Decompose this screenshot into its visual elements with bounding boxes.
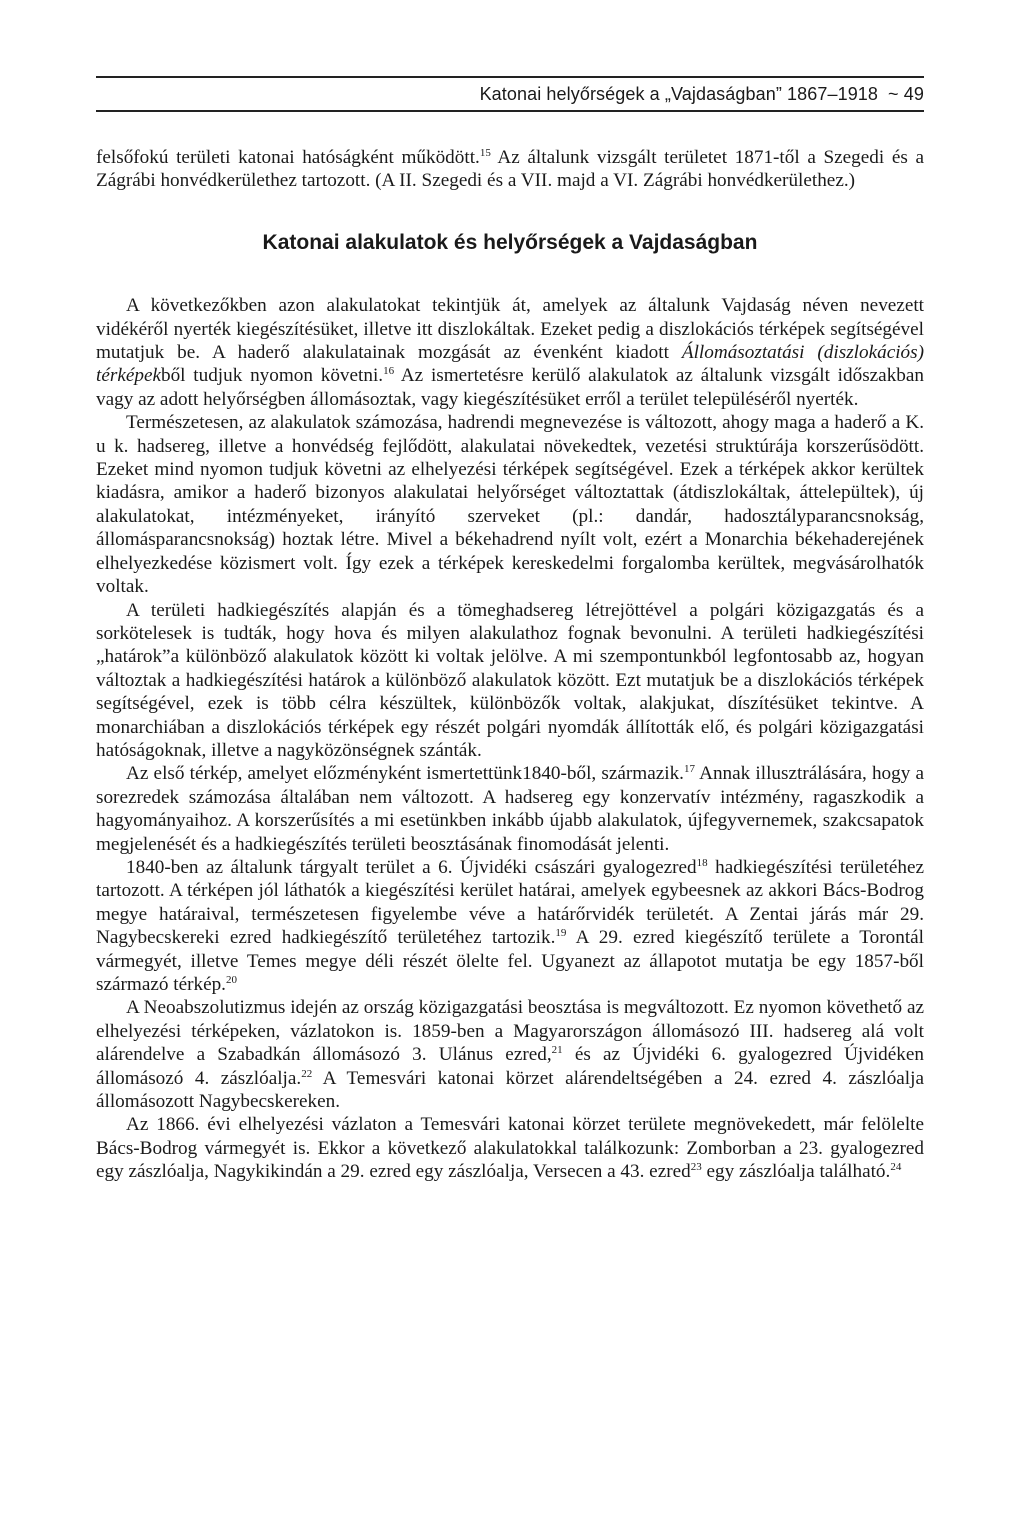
italic-title: Állomásoztatási (diszlokációs) térképek [96,342,924,387]
footnote-ref-19[interactable]: 19 [555,927,567,940]
text-run: és az Újvidéki 6. gyalogezred Újvidéken állomásozó 4. zászlóalja. [96,1044,924,1089]
section-heading: Katonai alakulatok és helyőrségek a Vajdaságban [262,230,758,254]
paragraph [96,1113,924,1183]
paragraph [96,294,924,411]
footnote-ref-22[interactable]: 22 [301,1067,313,1080]
text-run: 1840-ben az általunk tárgyalt terület a 6. Újvidéki császári gyalogezred [126,856,697,878]
body-text [96,146,924,1184]
page-number [888,84,924,105]
text-run: Az 1866. évi elhelyezési vázlaton a Temesvári katonai körzet területe megnövekedett, már felölelte Bács-Bodrog vármegyét is. Ekkor a következő alakulatokkal találkozunk: Zomborban a 23. gyalogezred egy zászlóalja, Nagykikindán a 29. ezred egy zászlóalja, Versecen a 43. ezred [96,1114,924,1183]
text-run: A 29. ezred kiegészítő területe a Torontál vármegyét, illetve Temes megye déli részét ölelte fel. Ugyanezt az állapotot mutatja be egy 1857-ből származó térkép. [96,927,925,995]
paragraph-continuation [96,146,924,193]
footnote-ref-16[interactable]: 16 [383,365,395,378]
footnote-ref-24[interactable]: 24 [890,1161,902,1174]
paragraph: A területi hadkiegészítés alapján és a tömeghadsereg létrejöttével a polgári közigazgatás és a sorkötelesek is tudták, hogy hova és milyen alakulathoz fognak bevonulni. A területi hadkiegészítési „határok”a különböző alakulatok között ki voltak jelölve. A mi szempontunkból legfontosabb az, hogyan változtak a hadkiegészítési határok a különböző alakulatok között. Ezt mutatjuk be a diszlokációs térképek segítségével, ezek is több célra készültek, különbözők voltak, alakjukat, díszítésüket tekintve. A monarchiában a diszlokációs térképek egy részét polgári nyomdák állították elő, és polgári közigazgatási hatóságoknak, illetve a nagyközönségnek szánták. [96,599,924,761]
header-separator: ~ [888,83,899,104]
text-run: Az első térkép, amelyet előzményként ismertettünk1840-ből, származik. [126,763,684,785]
running-title: Katonai helyőrségek a „Vajdaságban” 1867–1918 [479,83,879,104]
running-header [96,76,924,112]
footnote-ref-20[interactable]: 20 [225,974,237,986]
paragraph: Természetesen, az alakulatok számozása, hadrendi megnevezése is változott, ahogy maga a haderő a K. u k. hadsereg, illetve a honvédség fejlődött, alakulatai növekedtek, vezetési struktúrája korszerűsödött. Ezeket mind nyomon tudjuk követni az elhelyezési térképek segítségével. Ezek a térképek akkor kerültek kiadásra, amikor a haderő bizonyos alakulatai helyőrséget változtattak (átdiszlokáltak, áttelepültek), új alakulatokat, intézményeket, irányító szerveket (pl.: dandár, hadosztályparancsnokság, állomásparancsnokság) hoztak létre. Mivel a békehadrend nyílt volt, ezért a Monarchia békehaderejének elhelyezkedése közismert volt. Így ezek a térképek kereskedelmi forgalomba kerültek, megvásárolhatók voltak. [96,412,924,598]
text-run: A Neoabszolutizmus idején az ország közigazgatási beosztása is megváltozott. Ez nyomon követhető az elhelyezési térképeken, vázlatokon is. 1859-ben a Magyarországon állomásozó III. hadsereg alá volt alárendelve a Szabadkán állomásozó 3. Ulánus ezred, [96,997,924,1066]
text-run: A Temesvári katonai körzet alárendeltségében a 24. ezred 4. zászlóalja állomásozott Nagybecskereken. [96,1067,924,1113]
text-run: Az általunk vizsgált területet 1871-től a Szegedi és a Zágrábi honvédkerülethez tartozott. (A II. Szegedi és a VII. majd a VI. Zágrábi honvédkerülethez.) [96,147,924,192]
paragraph [96,856,924,996]
page [96,72,924,1184]
text-run: A következőkben azon alakulatokat tekintjük át, amelyek az általunk Vajdaság néven nevezett vidékéről nyerték kiegészítésüket, illetve itt diszlokáltak. Ezeket pedig a diszlokációs térképek segítségével mutatjuk be. A haderő alakulatainak mozgását az évenként kiadott [96,295,924,364]
footnote-ref-18[interactable]: 18 [696,856,708,869]
text-run: Annak illusztrálására, hogy a sorezredek számozása általában nem változott. A hadsereg egy konzervatív intézmény, ragaszkodik a hagyományaihoz. A korszerűsítés a mi esetünkben inkább újabb alakulatok, újfegyvernemek, szakcsapatok megjelenését és a hadkiegészítés területi beosztásának finomodását jelenti. [96,763,925,855]
footnote-ref-15[interactable]: 15 [479,147,491,159]
text-run: felsőfokú területi katonai hatóságként működött. [96,147,480,168]
text-run: hadkiegészítési területéhez tartozott. A térképen jól láthatók a kiegészítési kerület határai, amelyek egybeesnek az akkori Bács-Bodrog megye határaival, természetesen figyelembe véve a határőrvidék területét. A Zentai járás már 29. Nagybecskereki ezred hadkiegészítő területéhez tartozik. [96,856,924,949]
paragraph [96,762,924,856]
footnote-ref-23[interactable]: 23 [690,1161,702,1174]
footnote-ref-17[interactable]: 17 [683,763,695,776]
text-run: Az ismertetésre kerülő alakulatok az általunk vizsgált időszakban vagy az adott helyőrségben állomásoztak, vagy kiegészítésüket erről a terület településéről nyerték. [96,365,924,410]
text-run: ből tudjuk nyomon követni. [160,365,384,387]
text-run: egy zászlóalja található. [701,1161,891,1183]
page-number-value: 49 [903,83,924,104]
paragraph [96,996,924,1113]
footnote-ref-21[interactable]: 21 [551,1044,563,1057]
